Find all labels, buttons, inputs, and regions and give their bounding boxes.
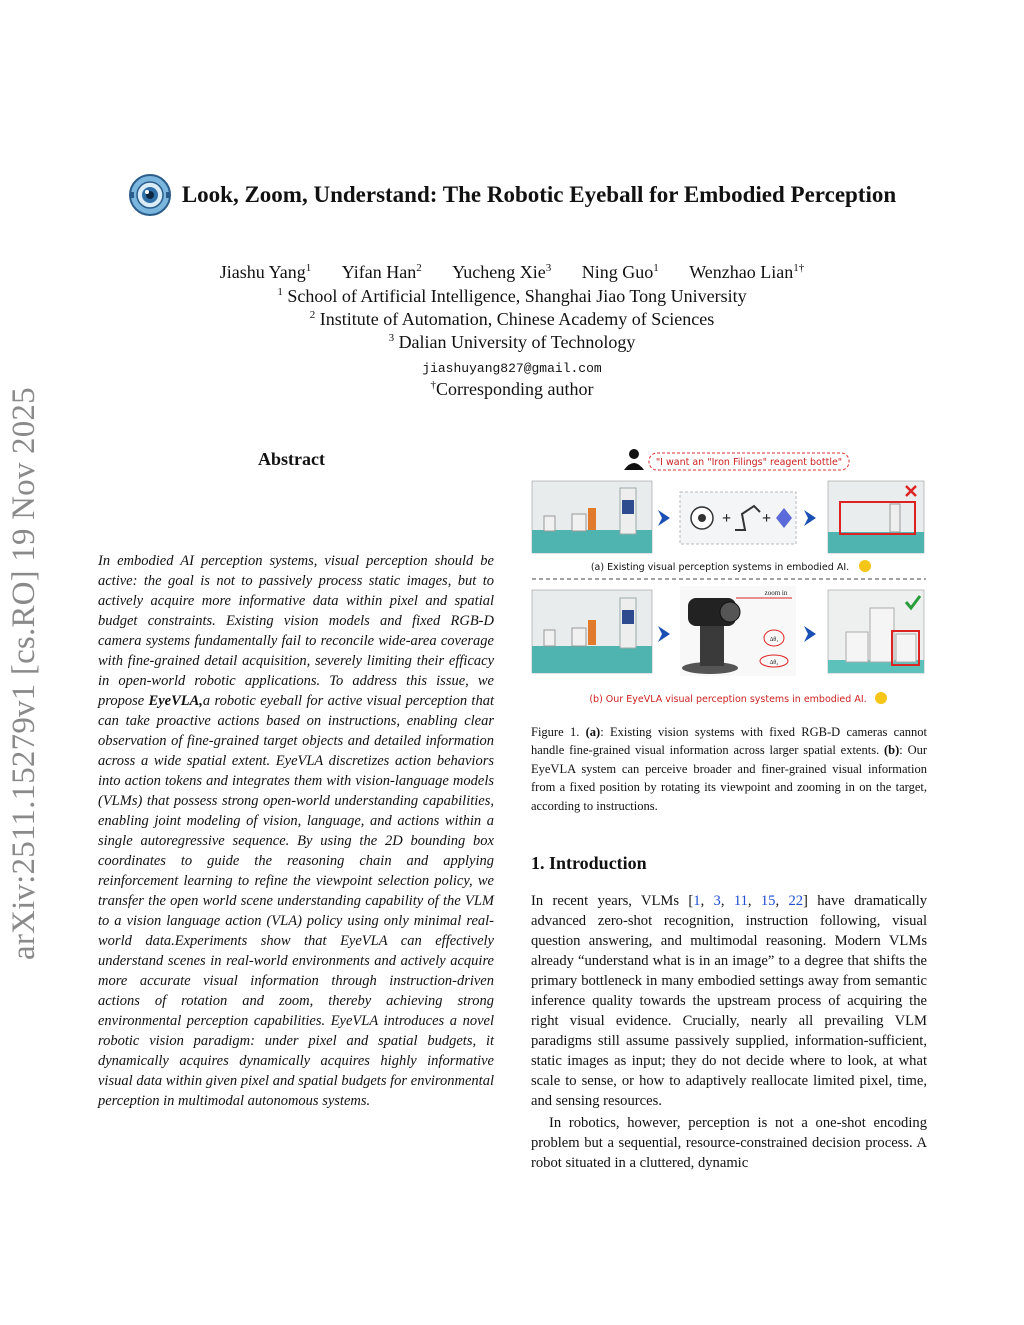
author: Ning Guo$^1$ — [581, 262, 659, 282]
robotic-eyeball-image — [680, 586, 796, 676]
section-heading-introduction: 1. Introduction — [531, 853, 647, 873]
corresponding-note: †Corresponding author — [430, 379, 594, 399]
figure-1 — [530, 448, 928, 713]
pipeline-box-a — [680, 492, 796, 544]
figure-caption: Figure 1. (a): Existing vision systems with fixed RGB-D cameras cannot handle fine-grained visual information across larger spatial extents. (b): Our EyeVLA system can perceive broader and finer-grained visual information from a fixed position by rotating its viewpoint and zooming in on the target, according to instructions. — [531, 725, 928, 813]
arrow-icon — [658, 626, 670, 642]
arrow-icon — [804, 510, 816, 526]
result-image-a — [828, 481, 924, 553]
paper-title: Look, Zoom, Understand: The Robotic Eyeball for Embodied Perception — [181, 182, 897, 207]
smile-face-icon — [875, 692, 887, 704]
scene-image-a — [532, 481, 652, 553]
paragraph: In robotics, however, perception is not a one-shot encoding problem but a sequential, resource-constrained decision process. A robot situated in a cluttered, dynamic — [531, 1115, 927, 1171]
author: Jiashu Yang$^1$ — [219, 262, 312, 282]
delta-theta-1: Δθ₁ — [769, 637, 779, 643]
arxiv-stamp: arXiv:2511.15279v1 [cs.RO] 19 Nov 2025 — [6, 387, 42, 960]
abstract-heading: Abstract — [258, 449, 325, 469]
introduction-body — [531, 891, 927, 1173]
scene-image-b — [532, 590, 652, 673]
zoom-in-label: zoom in — [764, 589, 788, 597]
paragraph: In recent years, VLMs [1, 3, 11, 15, 22] have dramatically advanced zero-shot recognition, instruction following, visual question answering, and multimodal reasoning. Modern VLMs already “understand what is in an image” to a degree that shifts the primary bottleneck in many embodied settings away from semantic inference quality towards the upstream process of acquiring the right visual evidence. Crucially, nearly all prevailing VLM paradigms still assume passively supplied, information-sufficient, static images as input; they do not decide where to look, at what scale to sense, or how to adaptively reallocate limited pixel, time, and sensing resources. — [531, 893, 928, 1109]
citation-link[interactable]: 1 — [693, 893, 701, 909]
author: Yucheng Xie$^3$ — [452, 262, 552, 282]
author-list — [0, 262, 1024, 283]
svg-text:+: + — [762, 510, 772, 527]
affiliation: $^1$ School of Artificial Intelligence, Shanghai Jiao Tong University — [277, 286, 747, 306]
affiliation: $^3$ Dalian University of Technology — [388, 332, 636, 352]
citation-link[interactable]: 15 — [760, 893, 776, 909]
figure-1-illustration — [530, 448, 928, 713]
citation-link[interactable]: 3 — [713, 893, 721, 909]
author: Yifan Han$^2$ — [341, 262, 422, 282]
confused-face-icon — [859, 560, 871, 572]
title-row — [0, 170, 1024, 220]
eyevla-name: EyeVLA, — [148, 693, 203, 709]
delta-theta-2: Δθ₂ — [769, 660, 779, 666]
svg-text:+: + — [722, 510, 732, 527]
eyeball-logo-icon — [128, 173, 172, 217]
abstract-body: In embodied AI perception systems, visual perception should be active: the goal is not to passively process static images, but to actively acquire more informative data within pixel and spatial budget constraints. Existing vision models and fixed RGB-D camera systems fundamentally fail to reconcile wide-area coverage with fine-grained detail acquisition, severely limiting their efficacy in open-world robotic applications. To address this issue, we propose EyeVLA,a robotic eyeball for active visual perception that can take proactive actions based on instructions, enabling clear observation of fine-grained target objects and detailed information across a wide spatial extent. EyeVLA discretizes action behaviors into action tokens and integrates them with vision-language models (VLMs) that possess strong open-world understanding capabilities, enabling joint modeling of vision, language, and actions within a single autoregressive sequence. By using the 2D bounding box coordinates to guide the reasoning chain and applying reinforcement learning to refine the viewpoint selection policy, we transfer the open world scene understanding capability of the VLM to a vision language action (VLA) policy using only minimal real-world data.Experiments show that EyeVLA can effectively understand scenes in real-world environments and actively acquire more accurate visual information through instruction-driven actions of rotation and zoom, thereby achieving strong environmental perception capabilities. EyeVLA introduces a novel robotic vision paradigm: under pixel and spatial budgets, it dynamically acquires dynamically acquires highly informative visual data within given pixel and spatial budgets for environmental perception in multimodal autonomous systems. — [98, 553, 494, 1109]
figure-label-b: (b) Our EyeVLA visual perception systems in embodied AI. — [589, 694, 867, 705]
author: Wenzhao Lian$^{1\dagger}$ — [689, 262, 805, 282]
figure-label-a: (a) Existing visual perception systems in embodied AI. — [590, 562, 850, 573]
arrow-icon — [804, 626, 816, 642]
arrow-icon — [658, 510, 670, 526]
result-image-b — [828, 590, 924, 673]
citation-link[interactable]: 22 — [788, 893, 804, 909]
user-icon — [624, 449, 644, 470]
speech-text: "I want an "Iron Filings" reagent bottle" — [655, 457, 843, 468]
citation-link[interactable]: 11 — [733, 893, 748, 909]
affiliation: $^2$ Institute of Automation, Chinese Academy of Sciences — [309, 309, 715, 329]
author-email[interactable]: jiashuyang827@gmail.com — [422, 361, 602, 376]
